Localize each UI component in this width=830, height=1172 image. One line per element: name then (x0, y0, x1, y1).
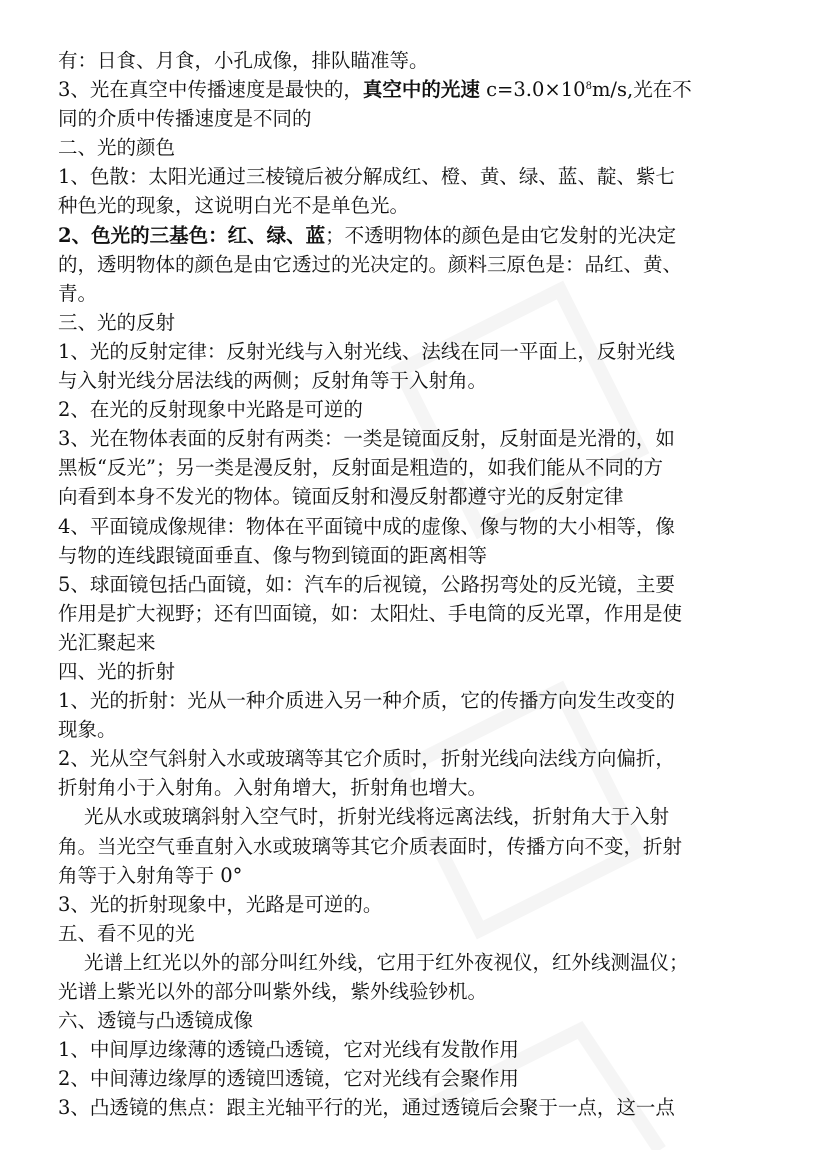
text-line: 1、光的反射定律：反射光线与入射光线、法线在同一平面上，反射光线 (58, 339, 675, 363)
text-line-three-primary-colors: 2、色光的三基色：红、绿、蓝；不透明物体的颜色是由它发射的光决定 (58, 223, 677, 247)
text-line: 3、凸透镜的焦点：跟主光轴平行的光，通过透镜后会聚于一点，这一点 (58, 1096, 675, 1120)
text-line: 1、中间厚边缘薄的透镜凸透镜，它对光线有发散作用 (58, 1038, 519, 1062)
text-line: 光谱上紫光以外的部分叫紫外线，紫外线验钞机。 (58, 980, 488, 1003)
text-line: 3、光的折射现象中，光路是可逆的。 (58, 892, 383, 916)
text-line: 现象。 (58, 718, 117, 742)
text-line: 有：日食、月食，小孔成像，排队瞄准等。 (58, 49, 429, 72)
text-line: 角等于入射角等于 0° (58, 863, 243, 887)
text-line: 与入射光线分居法线的两侧；反射角等于入射角。 (58, 369, 488, 393)
text-line: 与物的连线跟镜面垂直、像与物到镜面的距离相等 (58, 543, 488, 567)
text-line: 5、球面镜包括凸面镜，如：汽车的后视镜，公路拐弯处的反光镜，主要 (58, 572, 675, 596)
text-line: 作用是扩大视野；还有凹面镜，如：太阳灶、手电筒的反光罩，作用是使 (58, 601, 683, 625)
text-line: 1、光的折射：光从一种介质进入另一种介质，它的传播方向发生改变的 (58, 689, 675, 713)
text-line: 4、平面镜成像规律：物体在平面镜中成的虚像、像与物的大小相等，像 (58, 514, 675, 538)
text-line: 同的介质中传播速度是不同的 (58, 107, 312, 131)
section-heading: 三、光的反射 (58, 310, 176, 334)
text-line: 2、中间薄边缘厚的透镜凹透镜，它对光线有会聚作用 (58, 1067, 519, 1091)
text-line: 青。 (58, 281, 98, 305)
text-line: 2、在光的反射现象中光路是可逆的 (58, 398, 363, 422)
text-line-speed-of-light: 3、光在真空中传播速度是最快的，真空中的光速 $c=3.0\times 10^8m/s$,光在不 (58, 78, 692, 102)
text-line: 角。当光空气垂直射入水或玻璃等其它介质表面时，传播方向不变，折射 (58, 834, 683, 858)
text-line: 1、色散：太阳光通过三棱镜后被分解成红、橙、黄、绿、蓝、靛、紫七 (58, 165, 675, 189)
text-line: 光从水或玻璃斜射入空气时，折射光线将远离法线，折射角大于入射 (84, 805, 670, 829)
text-line: 的，透明物体的颜色是由它透过的光决定的。颜料三原色是：品红、黄、 (58, 252, 683, 276)
text-line: 黑板“反光”；另一类是漫反射，反射面是粗造的，如我们能从不同的方 (58, 456, 663, 480)
text-line: 折射角小于入射角。入射角增大，折射角也增大。 (58, 776, 488, 800)
document-page (58, 46, 773, 1122)
section-heading: 六、透镜与凸透镜成像 (58, 1009, 254, 1033)
text-line: 光汇聚起来 (58, 630, 156, 654)
section-heading: 五、看不见的光 (58, 921, 195, 945)
text-line: 光谱上红光以外的部分叫红外线，它用于红外夜视仪，红外线测温仪； (84, 950, 689, 974)
text-line: 2、光从空气斜射入水或玻璃等其它介质时，折射光线向法线方向偏折， (58, 747, 675, 771)
section-heading: 二、光的颜色 (58, 136, 176, 160)
section-heading: 四、光的折射 (58, 659, 176, 683)
text-line: 3、光在物体表面的反射有两类：一类是镜面反射，反射面是光滑的，如 (58, 427, 675, 451)
text-line: 向看到本身不发光的物体。镜面反射和漫反射都遵守光的反射定律 (58, 485, 624, 509)
text-line: 种色光的现象，这说明白光不是单色光。 (58, 194, 410, 218)
